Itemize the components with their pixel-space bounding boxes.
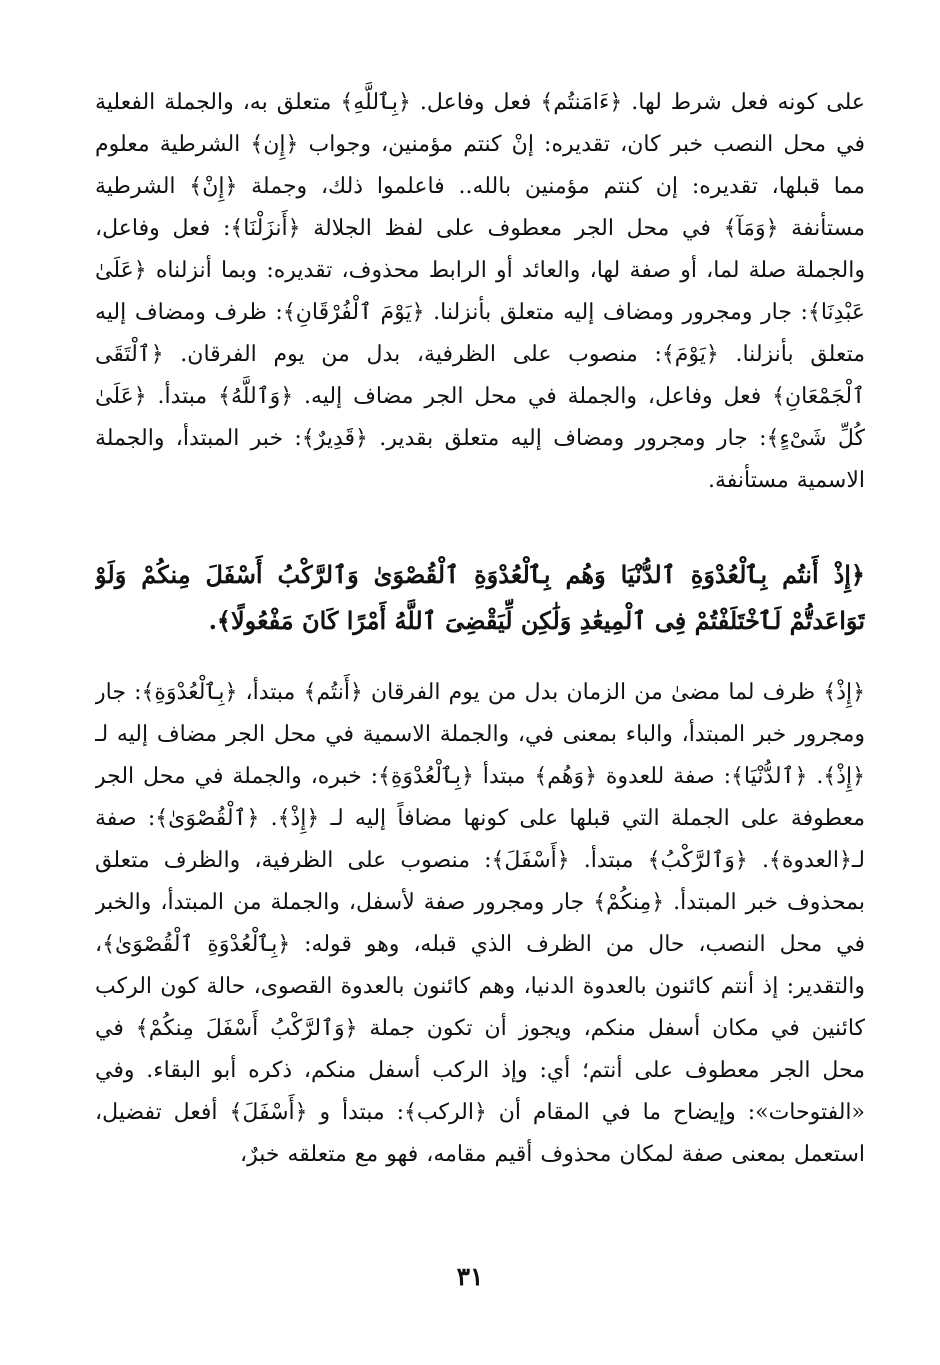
second-paragraph: ﴿إِذْ﴾ ظرف لما مضىٰ من الزمان بدل من يوم الفرقان ﴿أَنتُم﴾ مبتدأ، ﴿بِٱلْعُدْوَةِ﴾: جار ومجرور خبر المبتدأ، والباء بمعنى في، والجملة الاسمية في محل الجر مضاف إليه لـ ﴿إِذْ﴾. ﴿ٱلدُّنْيَا﴾: صفة للعدوة ﴿وَهُم﴾ مبتدأ ﴿بِٱلْعُدْوَةِ﴾: خبره، والجملة في محل الجر معطوفة على الجملة التي قبلها على كونها مضافاً إليه لـ ﴿إِذْ﴾. ﴿ٱلْقُصْوَىٰ﴾: صفة لـ﴿العدوة﴾. ﴿وَٱلرَّكْبُ﴾ مبتدأ. ﴿أَسْفَلَ﴾: منصوب على الظرفية، والظرف متعلق بمحذوف خبر المبتدأ. ﴿مِنكُمْ﴾ جار ومجرور صفة لأسفل، والجملة من المبتدأ، والخبر في محل النصب، حال من الظرف الذي قبله، وهو قوله: ﴿بِٱلْعُدْوَةِ ٱلْقُصْوَىٰ﴾، والتقدير: إذ أنتم كائنون بالعدوة الدنيا، وهم كائنون بالعدوة القصوى، حالة كون الركب كائنين في مكان أسفل منكم، ويجوز أن تكون جملة ﴿وَٱلرَّكْبُ أَسْفَلَ مِنكُمْ﴾ في محل الجر معطوف على أنتم؛ أي: وإذ الركب أسفل منكم، ذكره أبو البقاء. وفي «الفتوحات»: وإيضاح ما في المقام أن ﴿الركب﴾: مبتدأ و ﴿أَسْفَلَ﴾ أفعل تفضيل، استعمل بمعنى صفة لمكان محذوف أقيم مقامه، فهو مع متعلقه خبرٌ، bbox=[95, 680, 865, 1167]
first-paragraph: على كونه فعل شرط لها. ﴿ءَامَنتُم﴾ فعل وفاعل. ﴿بِٱللَّهِ﴾ متعلق به، والجملة الفعلية في محل النصب خبر كان، تقديره: إنْ كنتم مؤمنين، وجواب ﴿إِن﴾ الشرطية معلوم مما قبلها، تقديره: إن كنتم مؤمنين بالله.. فاعلموا ذلك، وجملة ﴿إِنْ﴾ الشرطية مستأنفة ﴿وَمَآ﴾ في محل الجر معطوف على لفظ الجلالة ﴿أَنزَلْنَا﴾: فعل وفاعل، والجملة صلة لما، أو صفة لها، والعائد أو الرابط محذوف، تقديره: وبما أنزلناه ﴿عَلَىٰ عَبْدِنَا﴾: جار ومجرور ومضاف إليه متعلق بأنزلنا. ﴿يَوْمَ ٱلْفُرْقَانِ﴾: ظرف ومضاف إليه متعلق بأنزلنا. ﴿يَوْمَ﴾: منصوب على الظرفية، بدل من يوم الفرقان. ﴿ٱلْتَقَى ٱلْجَمْعَانِ﴾ فعل وفاعل، والجملة في محل الجر مضاف إليه. ﴿وَٱللَّهُ﴾ مبتدأ. ﴿عَلَىٰ كُلِّ شَىْءٍ﴾: جار ومجرور ومضاف إليه متعلق بقدير. ﴿قَدِيرٌ﴾: خبر المبتدأ، والجملة الاسمية مستأنفة. bbox=[95, 90, 865, 493]
page-number: ٣١ bbox=[456, 1262, 484, 1291]
quran-verse: ﴿إِذْ أَنتُم بِٱلْعُدْوَةِ ٱلدُّنْيَا وَهُم بِٱلْعُدْوَةِ ٱلْقُصْوَىٰ وَٱلرَّكْبُ أَسْفَلَ مِنكُمْ وَلَوْ تَوَاعَدتُّمْ لَٱخْتَلَفْتُمْ فِى ٱلْمِيعَٰدِ وَلَٰكِن لِّيَقْضِىَ ٱللَّهُ أَمْرًا كَانَ مَفْعُولًا﴾. bbox=[95, 560, 865, 635]
page-body bbox=[95, 82, 865, 1332]
